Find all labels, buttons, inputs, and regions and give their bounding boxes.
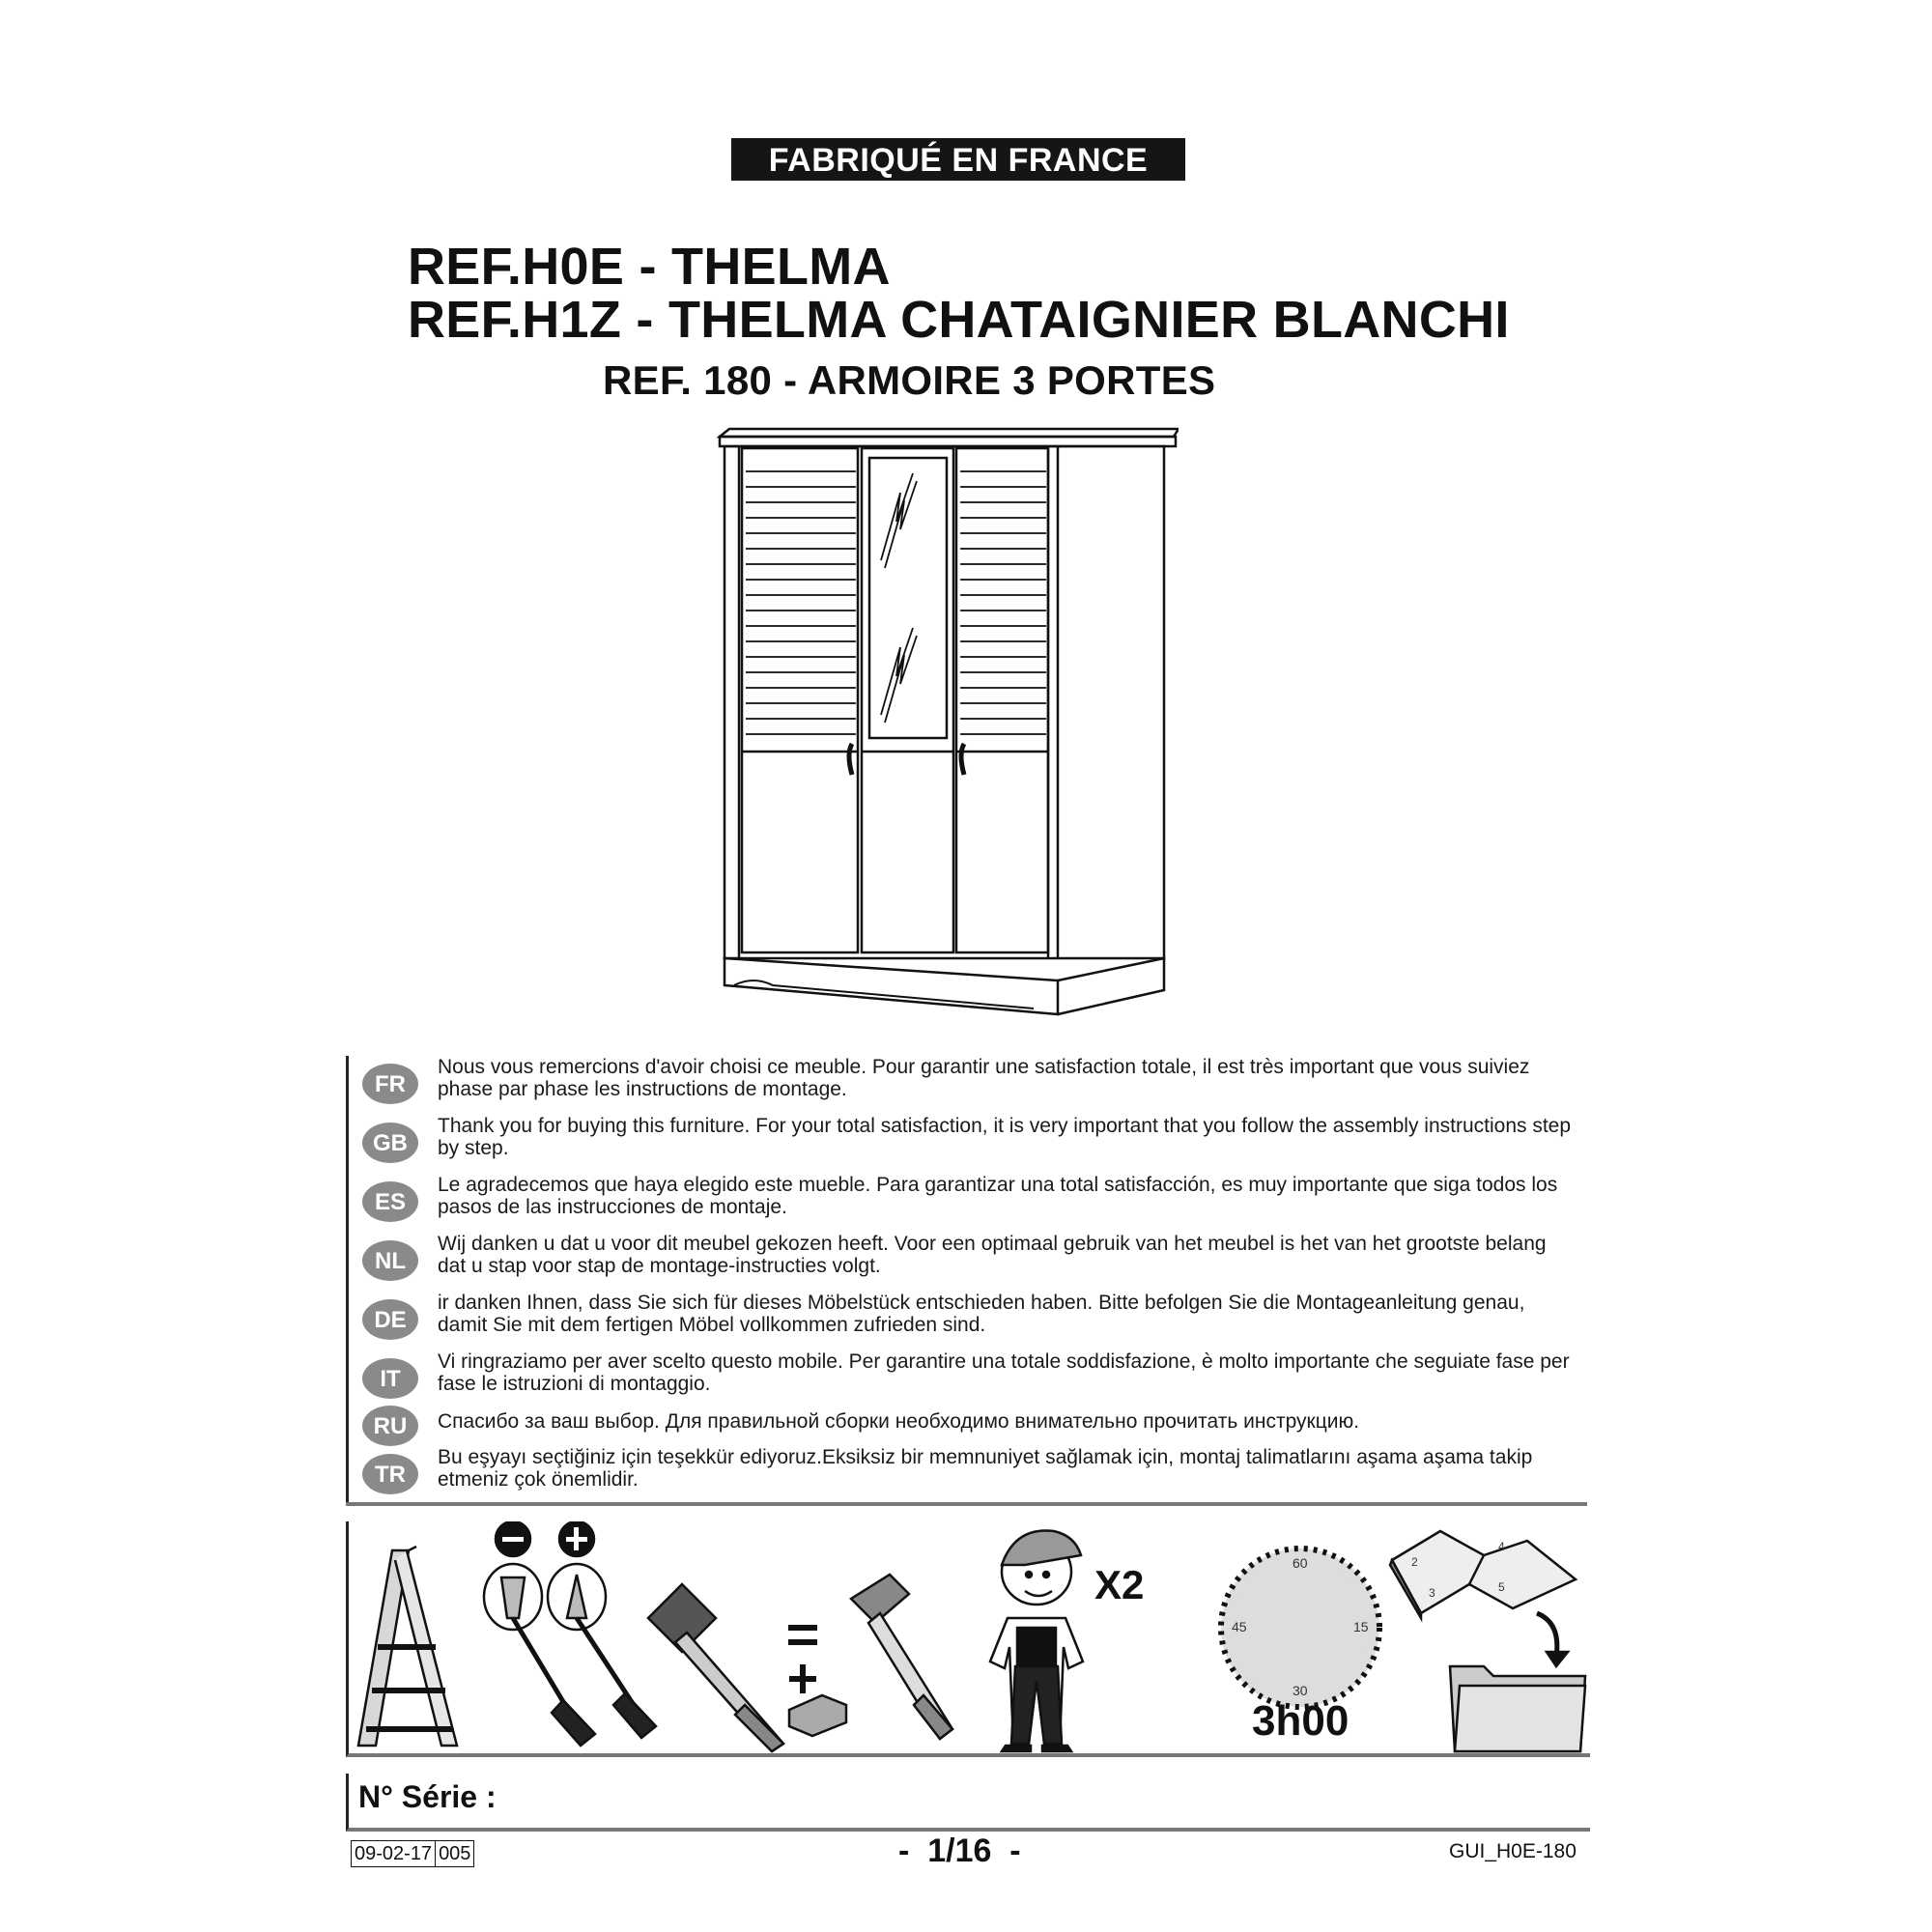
intro-fr [349, 1056, 1595, 1114]
worker-icon [990, 1530, 1083, 1751]
page-number: - 1/16 - [898, 1833, 1021, 1869]
manual-page-5: 5 [1498, 1580, 1505, 1594]
intro-tr [349, 1446, 1595, 1504]
clock-mark-15: 15 [1353, 1619, 1369, 1634]
made-in-france-badge: FABRIQUÉ EN FRANCE [731, 138, 1185, 181]
mallet-icon [648, 1584, 783, 1751]
intro-es [349, 1174, 1595, 1232]
manual-page-3: 3 [1429, 1586, 1435, 1600]
language-badge-nl: NL [362, 1240, 418, 1281]
serial-number-label: N° Série : [358, 1779, 497, 1814]
intro-text-de: ir danken Ihnen, dass Sie sich für dieses Möbelstück entschieden haben. Bitte befolgen Sie die Montageanleitung genau, damit Sie mit dem fertigen Möbel vollkommen zufrieden sind. [438, 1292, 1525, 1336]
wardrobe-illustration [715, 425, 1179, 1034]
ladder-icon [358, 1547, 457, 1746]
language-badge-tr: TR [362, 1454, 418, 1494]
hammer-and-wood-block-icon [788, 1575, 952, 1739]
intro-gb [349, 1115, 1595, 1173]
section-divider [346, 1502, 1587, 1506]
manual-page-2: 2 [1411, 1555, 1418, 1569]
clock-mark-45: 45 [1232, 1619, 1247, 1634]
language-badge-de: DE [362, 1299, 418, 1340]
intro-nl [349, 1233, 1595, 1291]
intro-de [349, 1292, 1595, 1350]
multilingual-intro [346, 1056, 1595, 1502]
footer-date-box [351, 1840, 474, 1867]
footer-revision: 005 [435, 1841, 473, 1866]
assembly-duration: 3h00 [1252, 1697, 1350, 1745]
intro-text-ru: Спасибо за ваш выбор. Для правильной сборки необходимо внимательно прочитать инструкцию. [438, 1410, 1360, 1433]
tools-required-panel [346, 1521, 1590, 1757]
product-title-primary: REF.H0E - THELMA [408, 238, 891, 296]
clock-mark-60: 60 [1293, 1555, 1308, 1571]
language-badge-es: ES [362, 1181, 418, 1222]
manual-to-folder-icon [1390, 1531, 1585, 1751]
intro-text-es: Le agradecemos que haya elegido este mueble. Para garantizar una total satisfacción, es muy importante que siga todos los pasos de las instrucciones de montaje. [438, 1174, 1558, 1218]
intro-text-fr: Nous vous remercions d'avoir choisi ce meuble. Pour garantir une satisfaction totale, il est très important que vous suiviez phase par phase les instructions de montage. [438, 1056, 1530, 1100]
intro-text-it: Vi ringraziamo per aver scelto questo mobile. Per garantire una totale soddisfazione, è molto importante che seguiate fase per fase le istruzioni di montaggio. [438, 1350, 1570, 1395]
product-title-secondary: REF.H1Z - THELMA CHATAIGNIER BLANCHI [408, 291, 1510, 349]
document-code: GUI_H0E-180 [1449, 1840, 1577, 1862]
intro-text-gb: Thank you for buying this furniture. For your total satisfaction, it is very important that you follow the assembly instructions step by step. [438, 1115, 1572, 1159]
clock-mark-30: 30 [1293, 1683, 1308, 1698]
footer-date: 09-02-17 [355, 1843, 433, 1864]
language-badge-gb: GB [362, 1122, 418, 1163]
intro-text-tr: Bu eşyayı seçtiğiniz için teşekkür ediyoruz.Eksiksiz bir memnuniyet sağlamak için, montaj talimatlarını aşama aşama takip etmeniz çok önemlidir. [438, 1446, 1533, 1491]
product-subtitle: REF. 180 - ARMOIRE 3 PORTES [603, 357, 1216, 403]
language-badge-fr: FR [362, 1064, 418, 1104]
intro-text-nl: Wij danken u dat u voor dit meubel gekozen heeft. Voor een optimaal gebruik van het meubel is het van het grootste belang dat u stap voor stap de montage-instructies volgt. [438, 1233, 1547, 1277]
intro-it [349, 1350, 1595, 1408]
serial-number-field [346, 1774, 1590, 1832]
manual-page-4: 4 [1498, 1540, 1505, 1553]
language-badge-ru: RU [362, 1406, 418, 1446]
people-required-count: X2 [1094, 1562, 1145, 1607]
equals-sign: = [780, 1627, 805, 1674]
language-badge-it: IT [362, 1358, 418, 1399]
